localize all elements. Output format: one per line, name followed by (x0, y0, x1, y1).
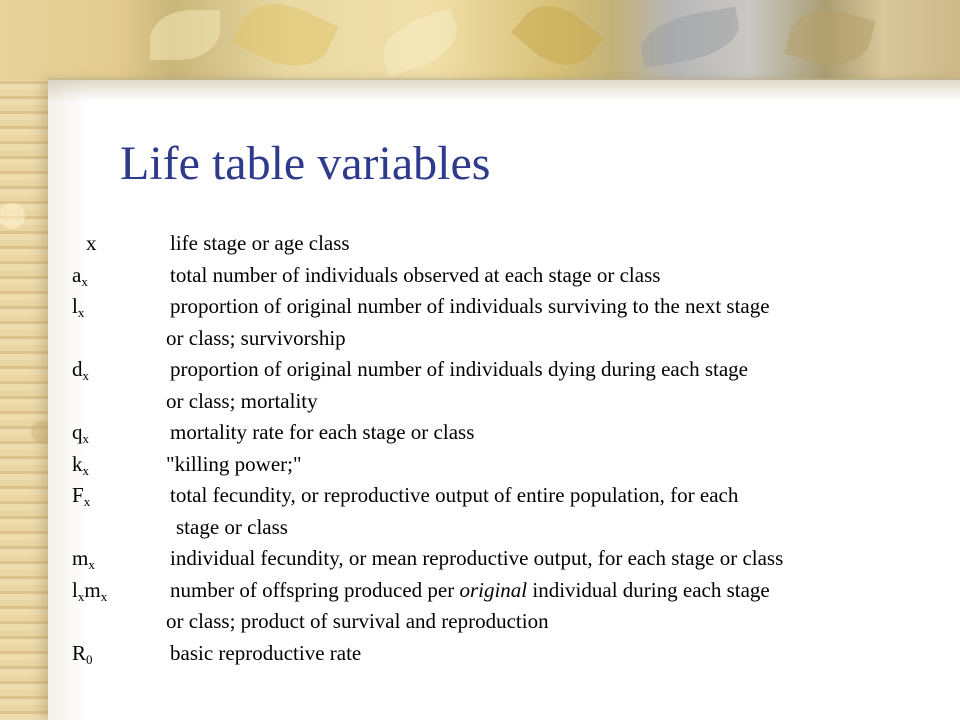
leaf-decoration (375, 8, 466, 78)
variable-definition: "killing power;" (166, 451, 302, 476)
variable-row (72, 417, 952, 449)
variable-symbol: $R_0$ (72, 640, 93, 667)
variable-symbol: $m_x$ (72, 546, 95, 572)
variable-symbol: $F_x$ (72, 483, 91, 509)
decorative-leaf-banner (0, 0, 960, 80)
variable-definition: total fecundity, or reproductive output of entire population, for each (170, 483, 739, 507)
variable-row-continuation (72, 386, 952, 418)
leaf-decoration (637, 7, 743, 69)
variable-definition: life stage or age class (170, 231, 350, 255)
variable-row (72, 291, 952, 323)
variable-symbol: $k_x$ (72, 451, 89, 478)
emphasis-text: original (459, 577, 528, 602)
variable-definition: basic reproductive rate (170, 640, 362, 665)
variable-definition: proportion of original number of individuals surviving to the next stage (170, 294, 770, 318)
variable-definition: number of offspring produced per original individual during each stage (170, 577, 770, 602)
variable-row-continuation (72, 323, 952, 355)
variable-definition-continuation: or class; mortality (166, 388, 318, 413)
variable-definition-continuation: or class; product of survival and reproduction (166, 609, 549, 633)
slide-title: Life table variables (120, 137, 491, 190)
variable-row (72, 638, 952, 670)
variable-row-continuation (72, 512, 952, 544)
variable-row (72, 543, 952, 575)
variable-definition: total number of individuals observed at each stage or class (170, 262, 661, 287)
variable-list (72, 228, 952, 669)
banner-shadow (48, 78, 960, 102)
variable-definition: proportion of original number of individuals dying during each stage (170, 357, 748, 381)
variable-symbol: $a_x$ (72, 262, 88, 289)
variable-definition-continuation: or class; survivorship (166, 325, 346, 350)
variable-symbol: $d_x$ (72, 357, 89, 383)
variable-symbol: $l_xm_x$ (72, 577, 108, 604)
variable-row (72, 575, 952, 607)
leaf-decoration (232, 0, 339, 81)
variable-row-continuation (72, 606, 952, 638)
variable-symbol: $l_x$ (72, 294, 85, 320)
variable-row (72, 449, 952, 481)
variable-symbol: $q_x$ (72, 420, 89, 446)
variable-row (72, 480, 952, 512)
variable-symbol: x (86, 231, 97, 255)
variable-definition: mortality rate for each stage or class (170, 420, 475, 444)
variable-definition-continuation: stage or class (176, 514, 288, 539)
leaf-decoration (150, 10, 220, 60)
variable-row (72, 260, 952, 292)
variable-row (72, 354, 952, 386)
variable-row (72, 228, 952, 260)
leaf-decoration (784, 1, 876, 75)
variable-definition: individual fecundity, or mean reproductive output, for each stage or class (170, 546, 784, 570)
leaf-decoration (511, 0, 604, 81)
